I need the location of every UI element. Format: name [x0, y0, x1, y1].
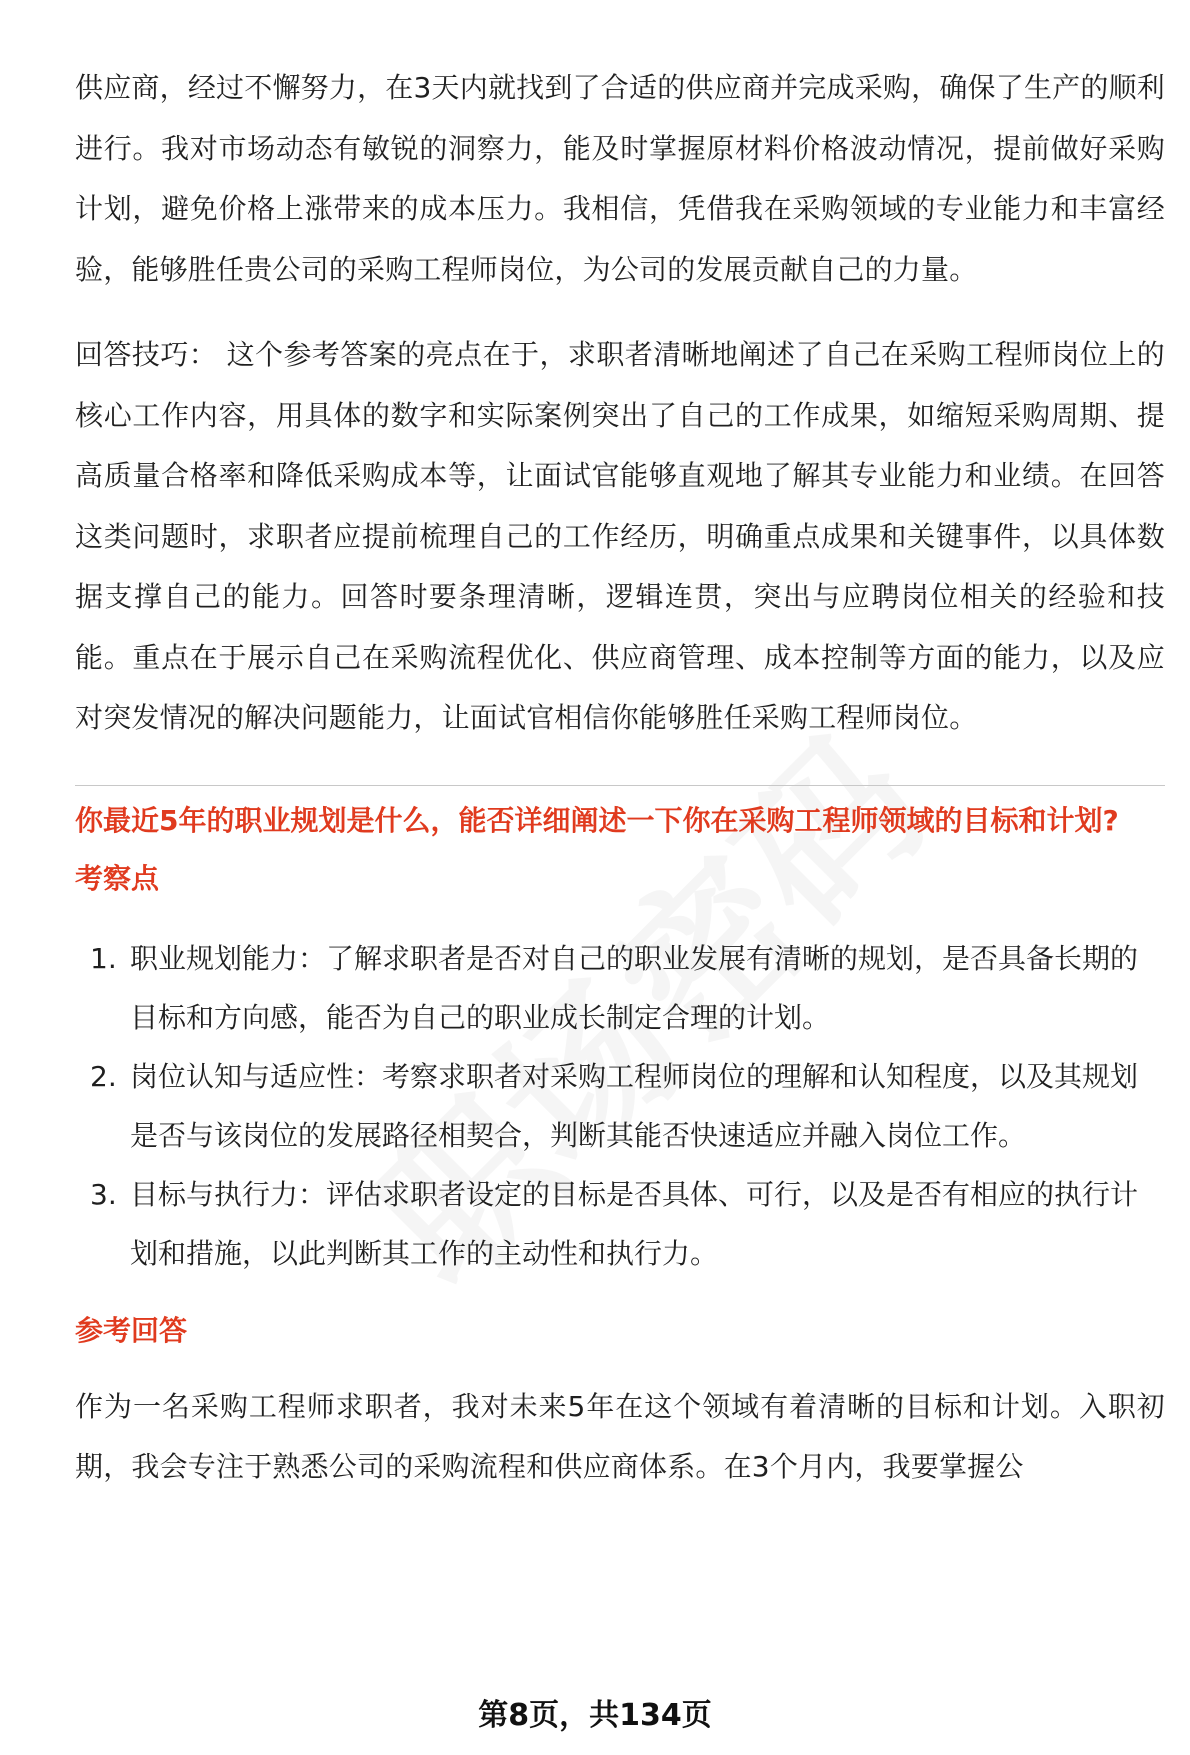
list-item: [75, 1047, 1165, 1165]
question-heading: 你最近5年的职业规划是什么，能否详细阐述一下你在采购工程师领域的目标和计划?: [75, 803, 1119, 837]
list-item-text: 职业规划能力：了解求职者是否对自己的职业发展有清晰的规划，是否具备长期的目标和方向感，能否为自己的职业成长制定合理的计划。: [130, 941, 1139, 1034]
list-item-text: 岗位认知与适应性：考察求职者对采购工程师岗位的理解和认知程度，以及其规划是否与该岗位的发展路径相契合，判断其能否快速适应并融入岗位工作。: [130, 1059, 1139, 1152]
page-footer: 第8页，共134页: [478, 1698, 712, 1733]
list-number: 1.: [90, 941, 117, 975]
section-divider: [75, 785, 1165, 786]
intro-paragraph: 供应商，经过不懈努力，在3天内就找到了合适的供应商并完成采购，确保了生产的顺利进行。我对市场动态有敏锐的洞察力，能及时掌握原材料价格波动情况，提前做好采购计划，避免价格上涨带来的成本压力。我相信，凭借我在采购领域的专业能力和丰富经验，能够胜任贵公司的采购工程师岗位，为公司的发展贡献自己的力量。: [75, 71, 1165, 286]
list-item: [75, 1165, 1165, 1283]
document-page: [75, 58, 1165, 1498]
list-number: 3.: [90, 1177, 117, 1211]
list-item: [75, 929, 1165, 1047]
list-item-text: 目标与执行力：评估求职者设定的目标是否具体、可行，以及是否有相应的执行计划和措施，以此判断其工作的主动性和执行力。: [130, 1177, 1139, 1270]
list-number: 2.: [90, 1059, 117, 1093]
focus-list: [75, 929, 1165, 1283]
reference-paragraph: 作为一名采购工程师求职者，我对未来5年在这个领域有着清晰的目标和计划。入职初期，我会专注于熟悉公司的采购流程和供应商体系。在3个月内，我要掌握公: [75, 1389, 1165, 1483]
reference-title: 参考回答: [75, 1313, 188, 1347]
focus-title: 考察点: [75, 861, 160, 895]
tip-paragraph: 回答技巧： 这个参考答案的亮点在于，求职者清晰地阐述了自己在采购工程师岗位上的核心工作内容，用具体的数字和实际案例突出了自己的工作成果，如缩短采购周期、提高质量合格率和降低采购成本等，让面试官能够直观地了解其专业能力和业绩。在回答这类问题时，求职者应提前梳理自己的工作经历，明确重点成果和关键事件，以具体数据支撑自己的能力。回答时要条理清晰，逻辑连贯，突出与应聘岗位相关的经验和技能。重点在于展示自己在采购流程优化、供应商管理、成本控制等方面的能力，以及应对突发情况的解决问题能力，让面试官相信你能够胜任采购工程师岗位。: [75, 338, 1165, 734]
